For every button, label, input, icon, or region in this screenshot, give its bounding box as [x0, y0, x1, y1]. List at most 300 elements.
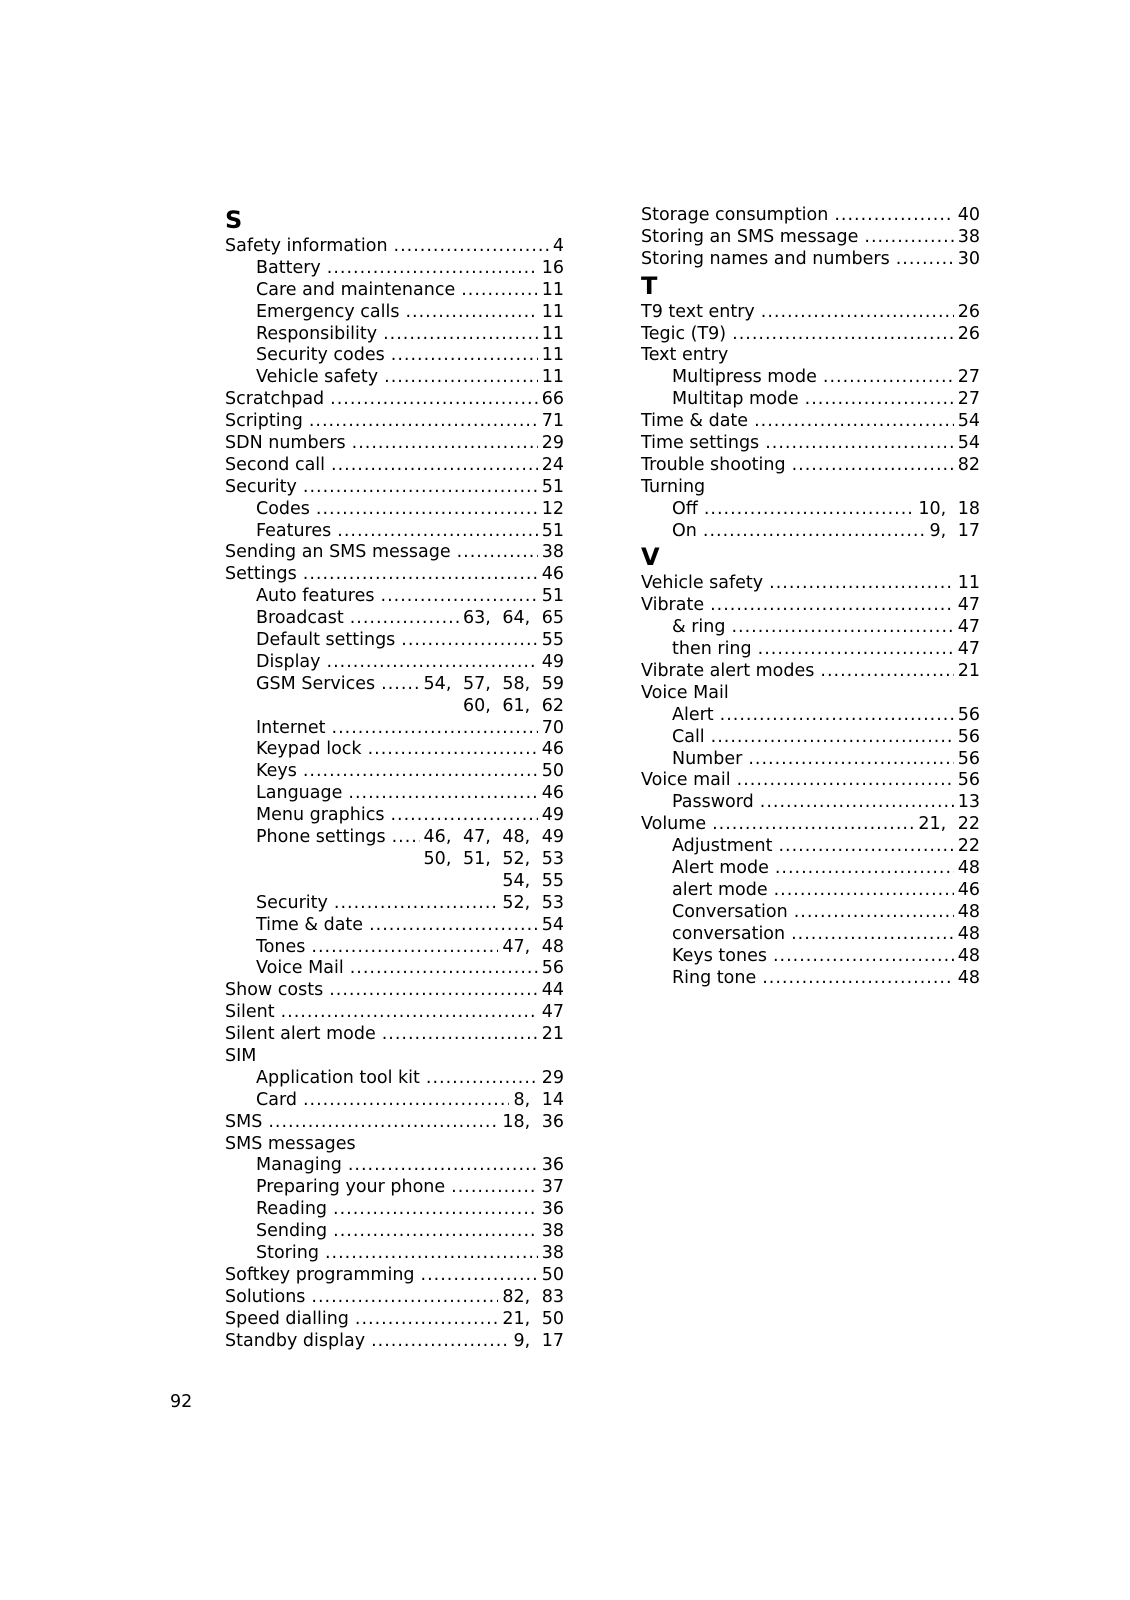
index-subentry: [641, 727, 980, 749]
index-entry: [225, 455, 564, 477]
index-subentry: [225, 258, 564, 280]
index-entry: [641, 324, 980, 346]
index-entry: [225, 477, 564, 499]
dot-leader: [333, 1221, 538, 1243]
dot-leader: [760, 792, 954, 814]
dot-leader: [896, 249, 954, 271]
dot-leader: [309, 411, 538, 433]
index-entry-label: On: [672, 520, 697, 541]
index-page-numbers: 70: [541, 717, 564, 738]
index-subentry: [641, 968, 980, 990]
index-entry-label: Time settings: [641, 433, 760, 454]
index-page-numbers: 51: [541, 476, 564, 497]
index-entry: [641, 205, 980, 227]
index-entry-label: Storing an SMS message: [641, 226, 859, 247]
dot-leader: [823, 367, 954, 389]
index-entry-label: Multipress mode: [672, 367, 817, 388]
index-subentry: [641, 858, 980, 880]
dot-leader: [348, 783, 537, 805]
index-entry-label: Vehicle safety: [641, 573, 764, 594]
index-entry-label: Display: [256, 651, 321, 672]
index-subentry: [225, 280, 564, 302]
index-entry-label: Adjustment: [672, 836, 773, 857]
index-entry: [225, 1112, 564, 1134]
index-page-numbers: 49: [541, 805, 564, 826]
index-entry-label: Card: [256, 1089, 297, 1110]
index-entry-label: Silent: [225, 1002, 275, 1023]
index-page-numbers: 56: [957, 726, 980, 747]
index-entry-label: then ring: [672, 639, 752, 660]
index-entry: [225, 236, 564, 258]
index-entry: [641, 573, 980, 595]
index-subentry: [225, 652, 564, 674]
index-entry-label: Vehicle safety: [256, 367, 379, 388]
index-page-numbers: 71: [541, 411, 564, 432]
index-entry: [225, 389, 564, 411]
index-page-numbers: 21: [957, 661, 980, 682]
index-entry-label: Scratchpad: [225, 389, 325, 410]
index-entry: [641, 770, 980, 792]
dot-leader: [792, 455, 954, 477]
index-entry-label: & ring: [672, 617, 726, 638]
index-page-numbers: 54: [957, 433, 980, 454]
index-subentry: [225, 827, 564, 849]
index-entry-label: Volume: [641, 814, 707, 835]
dot-leader: [368, 739, 538, 761]
index-entry-label: Off: [672, 498, 698, 519]
index-page-numbers: 10, 18: [918, 498, 980, 519]
dot-leader: [805, 389, 954, 411]
index-subentry: [641, 880, 980, 902]
index-entry-label: Ring tone: [672, 967, 757, 988]
index-entry-label: Safety information: [225, 236, 388, 256]
index-subentry: [225, 805, 564, 827]
index-entry: [641, 477, 980, 499]
index-subentry: [225, 302, 564, 324]
index-entry-label: Time & date: [256, 914, 364, 935]
index-page-numbers: 9, 17: [929, 520, 980, 541]
index-subentry: [641, 902, 980, 924]
index-entry: [225, 1265, 564, 1287]
index-subentry: [641, 499, 980, 521]
dot-leader: [391, 345, 538, 367]
dot-leader: [281, 1002, 538, 1024]
index-entry: [225, 1309, 564, 1331]
dot-leader: [773, 946, 954, 968]
index-subentry: [225, 630, 564, 652]
dot-leader: [758, 639, 954, 661]
index-subentry: [641, 639, 980, 661]
index-page-numbers: 12: [541, 498, 564, 519]
index-subentry: [225, 915, 564, 937]
index-subentry: [641, 792, 980, 814]
dot-leader: [794, 902, 954, 924]
index-entry-label: Keypad lock: [256, 739, 362, 760]
index-entry-label: Emergency calls: [256, 301, 400, 322]
index-entry-continuation: [225, 696, 564, 718]
index-page-numbers: 51: [541, 520, 564, 541]
index-page-numbers: 46: [541, 739, 564, 760]
page-number: 92: [170, 1392, 193, 1412]
index-subentry: [225, 1177, 564, 1199]
dot-leader: [704, 499, 914, 521]
dot-leader: [762, 968, 954, 990]
index-page-numbers: 48: [957, 858, 980, 879]
dot-leader: [331, 455, 538, 477]
index-entry-label: Auto features: [256, 586, 375, 607]
index-subentry: [225, 608, 564, 630]
index-subentry: [641, 705, 980, 727]
dot-leader: [392, 827, 420, 849]
index-page-numbers: 26: [957, 323, 980, 344]
dot-leader: [769, 573, 954, 595]
index-entry: [641, 227, 980, 249]
dot-leader: [774, 880, 954, 902]
index-page-numbers: 47: [957, 639, 980, 660]
index-subentry: [641, 367, 980, 389]
index-entry-continuation: [225, 849, 564, 871]
index-entry-label: Speed dialling: [225, 1308, 349, 1329]
index-subentry: [225, 367, 564, 389]
dot-leader: [268, 1112, 498, 1134]
index-page-numbers: 66: [541, 389, 564, 410]
dot-leader: [371, 1331, 509, 1353]
index-entry-label: GSM Services: [256, 673, 376, 694]
dot-leader: [330, 389, 538, 411]
index-entry-label: Second call: [225, 454, 326, 475]
index-page-numbers: 51: [541, 586, 564, 607]
index-subentry: [225, 586, 564, 608]
index-entry-label: Alert: [672, 704, 714, 725]
index-page-numbers: 11: [541, 345, 564, 366]
index-entry-label: Keys: [256, 761, 297, 782]
index-page-numbers: 48: [957, 901, 980, 922]
index-entry: [225, 564, 564, 586]
index-entry: [225, 1046, 564, 1068]
index-subentry: [641, 924, 980, 946]
index-entry: [641, 433, 980, 455]
index-entry: [641, 345, 980, 367]
index-page-numbers: 18, 36: [502, 1111, 564, 1132]
dot-leader: [864, 227, 953, 249]
dot-leader: [303, 761, 538, 783]
index-page-numbers: 46: [541, 564, 564, 585]
dot-leader: [311, 937, 498, 959]
index-page-numbers: 38: [541, 542, 564, 563]
index-entry-label: Text entry: [641, 345, 729, 366]
dot-leader: [383, 324, 538, 346]
index-subentry: [225, 893, 564, 915]
index-page-numbers: 27: [957, 367, 980, 388]
index-page-numbers: 82, 83: [502, 1286, 564, 1307]
index-page-numbers: 38: [541, 1221, 564, 1242]
dot-leader: [457, 542, 538, 564]
index-page-numbers: 40: [957, 205, 980, 225]
index-subentry: [225, 761, 564, 783]
index-page-numbers: 48: [957, 945, 980, 966]
index-subentry: [225, 958, 564, 980]
index-subentry: [225, 1068, 564, 1090]
index-entry-label: Language: [256, 783, 343, 804]
index-page-numbers: 54: [541, 914, 564, 935]
index-section-letter: V: [641, 543, 660, 572]
index-subentry: [225, 937, 564, 959]
index-page-numbers: 50: [541, 1264, 564, 1285]
index-page-numbers: 48: [957, 923, 980, 944]
index-subentry: [225, 1155, 564, 1177]
index-entry-label: SDN numbers: [225, 433, 346, 454]
index-entry-label: Settings: [225, 564, 297, 585]
index-page-numbers: 56: [957, 770, 980, 791]
dot-leader: [791, 924, 954, 946]
index-entry-label: Time & date: [641, 411, 749, 432]
index-page-numbers: 9, 17: [513, 1330, 564, 1351]
index-entry-label: Voice Mail: [641, 682, 729, 703]
index-entry-label: Storing names and numbers: [641, 248, 890, 269]
index-entry-label: Multitap mode: [672, 389, 799, 410]
index-page-numbers: 29: [541, 433, 564, 454]
index-entry-label: Vibrate alert modes: [641, 661, 815, 682]
dot-leader: [710, 595, 954, 617]
index-entry-label: Voice mail: [641, 770, 731, 791]
index-entry-label: Responsibility: [256, 323, 378, 344]
index-subentry: [225, 674, 564, 696]
dot-leader: [461, 280, 538, 302]
index-page-numbers: 11: [541, 367, 564, 388]
index-page-numbers: 16: [541, 257, 564, 278]
index-entry: [225, 1134, 564, 1156]
index-subentry: [641, 946, 980, 968]
dot-leader: [303, 564, 538, 586]
index-subentry: [641, 749, 980, 771]
dot-leader: [369, 915, 538, 937]
dot-leader: [334, 893, 498, 915]
index-column-left: [225, 205, 564, 1352]
index-page-numbers: 24: [541, 454, 564, 475]
index-entry: [641, 814, 980, 836]
index-page-numbers: 46, 47, 48, 49: [423, 827, 564, 848]
dot-leader: [384, 367, 538, 389]
index-page-numbers: 13: [957, 792, 980, 813]
index-entry-label: Care and maintenance: [256, 279, 456, 300]
dot-leader: [421, 1265, 538, 1287]
index-page-numbers: 52, 53: [502, 892, 564, 913]
index-subentry: [225, 1221, 564, 1243]
index-page-numbers: 44: [541, 980, 564, 1001]
index-entry-label: Silent alert mode: [225, 1024, 376, 1045]
index-page-numbers: 11: [541, 279, 564, 300]
dot-leader: [405, 302, 537, 324]
index-page-numbers: 11: [541, 301, 564, 322]
index-entry-label: Default settings: [256, 630, 396, 651]
index-entry: [225, 980, 564, 1002]
dot-leader: [381, 674, 419, 696]
index-page-numbers: 8, 14: [513, 1089, 564, 1110]
index-entry: [641, 302, 980, 324]
index-entry-label: Trouble shooting: [641, 454, 786, 475]
dot-leader: [820, 661, 953, 683]
index-entry-label: Storing: [256, 1242, 319, 1263]
index-page-numbers: 37: [541, 1177, 564, 1198]
index-page-numbers: 36: [541, 1155, 564, 1176]
index-entry: [641, 661, 980, 683]
dot-leader: [732, 324, 954, 346]
dot-leader: [834, 205, 953, 227]
index-page-numbers: 49: [541, 651, 564, 672]
index-page-numbers: 46: [541, 783, 564, 804]
dot-leader: [381, 586, 538, 608]
index-page-numbers: 56: [541, 958, 564, 979]
dot-leader: [401, 630, 537, 652]
index-column-right: [641, 205, 980, 989]
dot-leader: [327, 652, 538, 674]
index-entry-label: Application tool kit: [256, 1067, 420, 1088]
index-page-numbers: 54, 57, 58, 59: [423, 673, 564, 694]
index-entry-label: SMS messages: [225, 1133, 356, 1154]
index-entry: [225, 1024, 564, 1046]
index-page-numbers: 55: [541, 630, 564, 651]
index-entry: [225, 1287, 564, 1309]
index-entry-label: Menu graphics: [256, 805, 385, 826]
index-entry: [641, 595, 980, 617]
index-page-numbers: 47: [957, 617, 980, 638]
index-entry-continuation: [225, 871, 564, 893]
dot-leader: [761, 302, 954, 324]
index-subentry: [641, 389, 980, 411]
index-entry-label: Preparing your phone: [256, 1177, 446, 1198]
index-page-numbers: 56: [957, 704, 980, 725]
dot-leader: [382, 1024, 538, 1046]
dot-leader: [348, 1155, 538, 1177]
index-entry: [641, 411, 980, 433]
dot-leader: [426, 1068, 538, 1090]
index-entry: [225, 1331, 564, 1353]
dot-leader: [355, 1309, 498, 1331]
index-page-numbers: 60, 61, 62: [462, 695, 564, 716]
index-entry-label: Internet: [256, 717, 326, 738]
index-subentry: [225, 345, 564, 367]
index-page-numbers: 50, 51, 52, 53: [423, 848, 564, 869]
dot-leader: [703, 521, 926, 543]
index-entry-label: Security: [225, 476, 297, 497]
index-page-numbers: 21, 50: [502, 1308, 564, 1329]
index-page-numbers: 63, 64, 65: [462, 608, 564, 629]
index-entry: [641, 683, 980, 705]
index-entry-label: Battery: [256, 257, 321, 278]
dot-leader: [333, 1199, 538, 1221]
index-subentry: [225, 783, 564, 805]
index-entry: [225, 1002, 564, 1024]
index-page-numbers: 38: [541, 1242, 564, 1263]
index-entry-label: Reading: [256, 1199, 328, 1220]
dot-leader: [329, 980, 538, 1002]
dot-leader: [711, 727, 954, 749]
dot-leader: [720, 705, 954, 727]
index-page-numbers: 36: [541, 1199, 564, 1220]
index-entry-label: Softkey programming: [225, 1264, 415, 1285]
index-subentry: [225, 1243, 564, 1265]
dot-leader: [337, 521, 537, 543]
index-entry: [225, 411, 564, 433]
index-page-numbers: 82: [957, 454, 980, 475]
index-page-numbers: 50: [541, 761, 564, 782]
index-page-numbers: 38: [957, 226, 980, 247]
index-entry: [225, 542, 564, 564]
dot-leader: [737, 770, 954, 792]
index-subentry: [641, 617, 980, 639]
index-subentry: [225, 739, 564, 761]
index-page-numbers: 4: [552, 236, 564, 256]
index-page-numbers: 22: [957, 836, 980, 857]
index-page-numbers: 56: [957, 748, 980, 769]
index-entry: [225, 433, 564, 455]
index-section-letter: T: [641, 271, 658, 300]
dot-leader: [350, 608, 459, 630]
index-entry-label: conversation: [672, 923, 786, 944]
index-entry-label: SIM: [225, 1045, 257, 1066]
index-page-numbers: 26: [957, 301, 980, 322]
dot-leader: [352, 433, 538, 455]
index-section-letter: S: [225, 206, 243, 234]
index-subentry: [225, 324, 564, 346]
dot-leader: [765, 433, 954, 455]
index-entry: [641, 249, 980, 271]
index-entry-label: Security: [256, 892, 328, 913]
index-page-numbers: 54, 55: [502, 870, 564, 891]
index-entry-label: Sending an SMS message: [225, 542, 451, 563]
dot-leader: [303, 477, 538, 499]
index-entry-label: Alert mode: [672, 858, 769, 879]
index-entry-label: T9 text entry: [641, 301, 755, 322]
index-entry-label: Conversation: [672, 901, 788, 922]
index-subentry: [225, 521, 564, 543]
index-page-numbers: 30: [957, 248, 980, 269]
dot-leader: [748, 749, 953, 771]
index-entry-label: Broadcast: [256, 608, 344, 629]
index-entry-label: Standby display: [225, 1330, 366, 1351]
index-entry-label: Solutions: [225, 1286, 306, 1307]
index-entry-label: Password: [672, 792, 754, 813]
dot-leader: [712, 814, 914, 836]
index-entry-label: Sending: [256, 1221, 328, 1242]
index-entry-label: Managing: [256, 1155, 342, 1176]
index-entry-label: Codes: [256, 498, 310, 519]
dot-leader: [390, 805, 537, 827]
dot-leader: [311, 1287, 498, 1309]
index-page-numbers: 29: [541, 1067, 564, 1088]
dot-leader: [350, 958, 538, 980]
dot-leader: [327, 258, 538, 280]
index-page-numbers: 47: [957, 595, 980, 616]
index-entry-label: Turning: [641, 476, 706, 497]
index-entry-label: Security codes: [256, 345, 385, 366]
index-page-numbers: 21: [541, 1024, 564, 1045]
dot-leader: [325, 1243, 538, 1265]
index-entry-label: Vibrate: [641, 595, 705, 616]
index-subentry: [641, 521, 980, 543]
index-entry-label: Call: [672, 726, 705, 747]
index-subentry: [225, 1090, 564, 1112]
dot-leader: [731, 617, 953, 639]
index-entry-label: alert mode: [672, 879, 768, 900]
index-subentry: [225, 499, 564, 521]
index-page-numbers: 47, 48: [502, 936, 564, 957]
index-page-numbers: 21, 22: [918, 814, 980, 835]
index-entry-label: Show costs: [225, 980, 324, 1001]
index-entry: [641, 455, 980, 477]
index-entry-label: Phone settings: [256, 827, 386, 848]
index-page-numbers: 11: [541, 323, 564, 344]
